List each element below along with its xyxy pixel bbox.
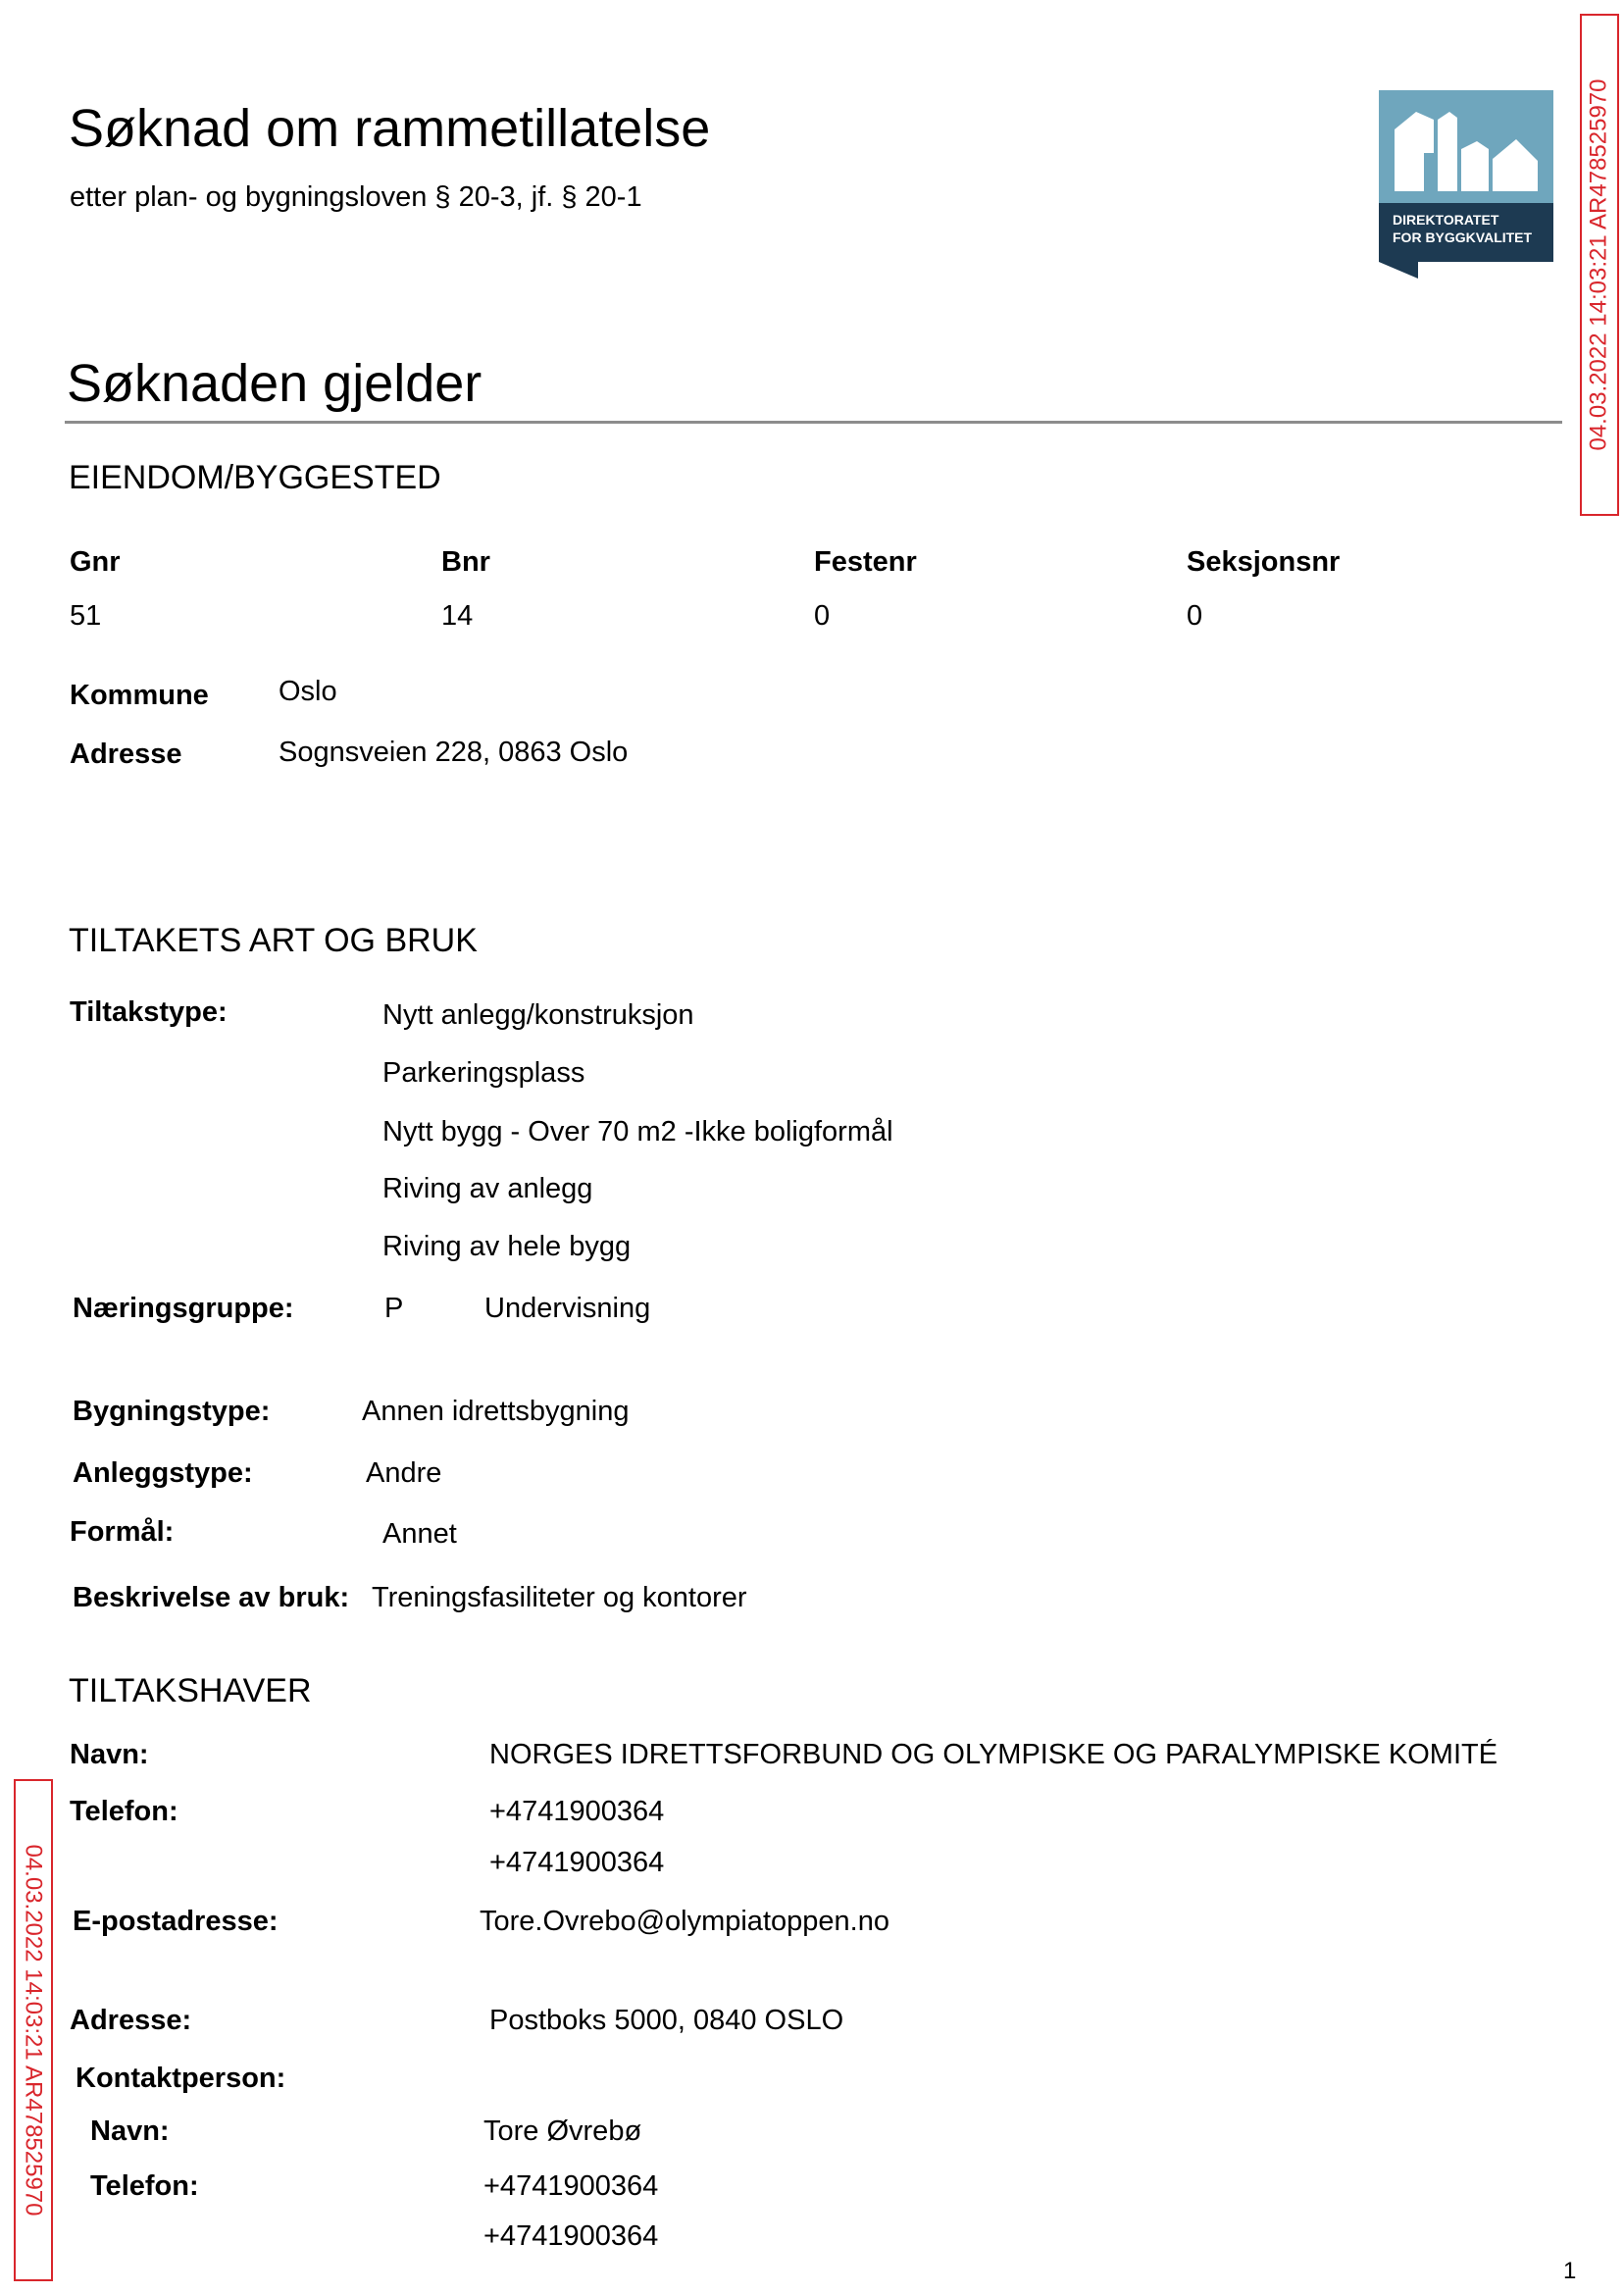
document-subtitle: etter plan- og bygningsloven § 20-3, jf. § 20-1 xyxy=(70,181,642,213)
tiltakstype-item: Parkeringsplass xyxy=(382,1057,585,1089)
section-divider xyxy=(65,421,1562,424)
gnr-value: 51 xyxy=(70,600,102,632)
epost-label: E-postadresse: xyxy=(73,1906,279,1937)
naeringsgruppe-label: Næringsgruppe: xyxy=(73,1293,294,1324)
navn-value: NORGES IDRETTSFORBUND OG OLYMPISKE OG PARALYMPISKE KOMITÉ xyxy=(489,1739,1498,1770)
section-title: Søknaden gjelder xyxy=(67,354,482,413)
document-title: Søknad om rammetillatelse xyxy=(69,99,711,158)
gnr-label: Gnr xyxy=(70,546,121,578)
seksjonsnr-value: 0 xyxy=(1187,600,1203,632)
tiltak-heading: TILTAKETS ART OG BRUK xyxy=(69,922,478,959)
receipt-stamp-top: 04.03.2022 14:03:21 AR478525970 xyxy=(1580,14,1619,516)
tiltakstype-item: Nytt bygg - Over 70 m2 -Ikke boligformål xyxy=(382,1116,893,1147)
kontakt-telefon-value-2: +4741900364 xyxy=(483,2220,659,2252)
beskrivelse-label: Beskrivelse av bruk: xyxy=(73,1582,350,1613)
kontakt-navn-label: Navn: xyxy=(90,2116,170,2147)
eiendom-heading: EIENDOM/BYGGESTED xyxy=(69,459,441,496)
tiltakstype-item: Riving av anlegg xyxy=(382,1173,593,1204)
naeringsgruppe-value: Undervisning xyxy=(484,1293,651,1324)
logo-text-2: FOR BYGGKVALITET xyxy=(1393,229,1533,245)
kontakt-navn-value: Tore Øvrebø xyxy=(483,2116,642,2147)
kontakt-telefon-label: Telefon: xyxy=(90,2170,199,2202)
kommune-label: Kommune xyxy=(70,680,209,711)
navn-label: Navn: xyxy=(70,1739,149,1770)
adresse-value: Sognsveien 228, 0863 Oslo xyxy=(279,737,629,768)
anleggstype-value: Andre xyxy=(366,1457,442,1489)
bygningstype-value: Annen idrettsbygning xyxy=(362,1396,630,1427)
bnr-label: Bnr xyxy=(441,546,490,578)
dibk-logo-icon xyxy=(1379,90,1553,279)
logo-text-1: DIREKTORATET xyxy=(1393,212,1499,228)
formal-value: Annet xyxy=(382,1518,457,1550)
seksjonsnr-label: Seksjonsnr xyxy=(1187,546,1341,578)
tiltakshaver-adresse-label: Adresse: xyxy=(70,2005,192,2036)
kommune-value: Oslo xyxy=(279,676,337,707)
telefon-value-2: +4741900364 xyxy=(489,1847,665,1878)
festenr-value: 0 xyxy=(814,600,831,632)
anleggstype-label: Anleggstype: xyxy=(73,1457,253,1489)
bygningstype-label: Bygningstype: xyxy=(73,1396,271,1427)
bnr-value: 14 xyxy=(441,600,474,632)
telefon-value-1: +4741900364 xyxy=(489,1796,665,1827)
beskrivelse-value: Treningsfasiliteter og kontorer xyxy=(372,1582,747,1613)
receipt-stamp-bottom: 04.03.2022 14:03:21 AR478525970 xyxy=(14,1779,53,2281)
telefon-label: Telefon: xyxy=(70,1796,178,1827)
page-number: 1 xyxy=(1563,2258,1577,2284)
tiltakstype-item: Riving av hele bygg xyxy=(382,1231,632,1262)
dibk-logo xyxy=(1379,90,1553,279)
tiltakstype-label: Tiltakstype: xyxy=(70,996,228,1028)
epost-value: Tore.Ovrebo@olympiatoppen.no xyxy=(480,1906,889,1937)
kontakt-telefon-value-1: +4741900364 xyxy=(483,2170,659,2202)
adresse-label: Adresse xyxy=(70,739,182,770)
festenr-label: Festenr xyxy=(814,546,917,578)
naeringsgruppe-code: P xyxy=(384,1293,404,1324)
tiltakshaver-heading: TILTAKSHAVER xyxy=(69,1672,312,1709)
tiltakshaver-adresse-value: Postboks 5000, 0840 OSLO xyxy=(489,2005,844,2036)
tiltakstype-item: Nytt anlegg/konstruksjon xyxy=(382,999,694,1031)
formal-label: Formål: xyxy=(70,1516,175,1548)
kontaktperson-label: Kontaktperson: xyxy=(76,2063,286,2094)
